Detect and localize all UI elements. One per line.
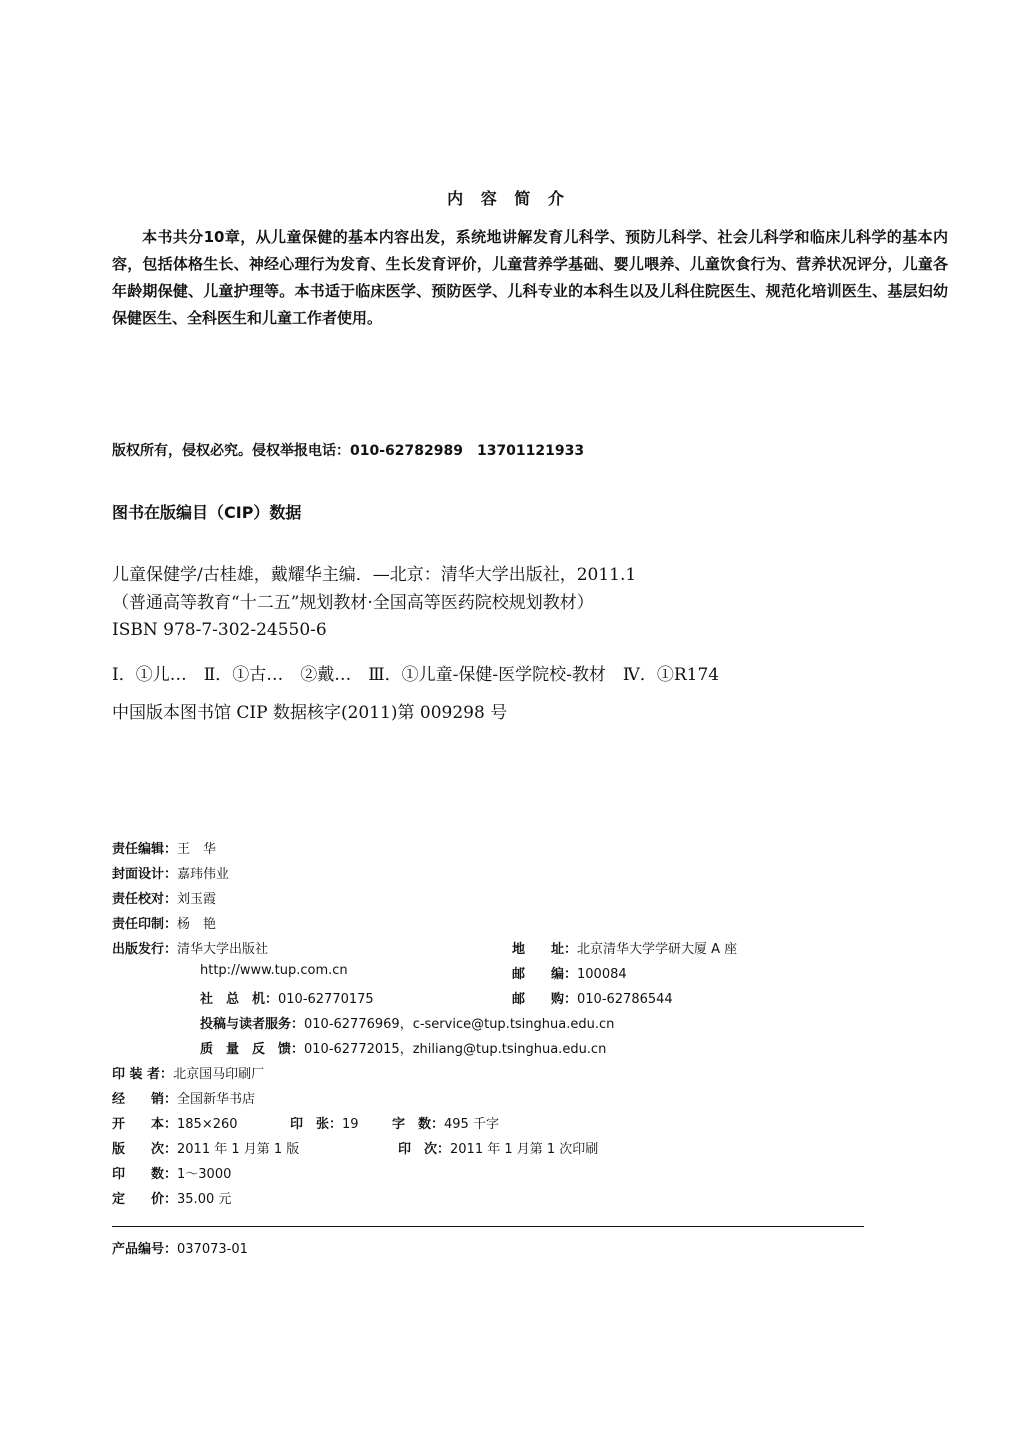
proof-value: 刘玉霞 — [177, 892, 217, 907]
credit-distributor — [112, 1088, 255, 1107]
address-label: 地 址： — [512, 942, 578, 957]
cip-isbn: ISBN 978-7-302-24550-6 — [112, 620, 327, 640]
impression-label: 印 次： — [398, 1142, 451, 1157]
publisher-value: 清华大学出版社 — [177, 942, 269, 957]
format-label: 开 本： — [112, 1117, 178, 1132]
credit-impression — [398, 1138, 598, 1157]
service-label: 投稿与读者服务： — [200, 1017, 305, 1032]
credit-price — [112, 1188, 231, 1207]
address-value: 北京清华大学学研大厦 A 座 — [577, 942, 738, 957]
publisher-label: 出版发行： — [112, 942, 178, 957]
copies-label: 印 数： — [112, 1167, 178, 1182]
distributor-label: 经 销： — [112, 1092, 178, 1107]
switchboard-label: 社 总 机： — [200, 992, 279, 1007]
cover-value: 嘉玮伟业 — [177, 867, 230, 882]
quality-label: 质 量 反 馈： — [200, 1042, 305, 1057]
product-code — [112, 1238, 248, 1257]
credit-postcode — [512, 963, 627, 982]
printer-value: 北京国马印刷厂 — [173, 1067, 265, 1082]
credit-copies — [112, 1163, 231, 1182]
credit-print — [112, 913, 216, 932]
printer-label: 印 装 者： — [112, 1067, 174, 1082]
credit-service — [200, 1013, 614, 1032]
credit-edition — [112, 1138, 299, 1157]
words-value: 495 千字 — [444, 1117, 499, 1132]
quality-value: 010-62772015，zhiliang@tup.tsinghua.edu.cn — [304, 1042, 607, 1057]
cip-line-series: （普通高等教育“十二五”规划教材·全国高等医药院校规划教材） — [112, 593, 594, 613]
credit-sheets — [290, 1113, 359, 1132]
postcode-value: 100084 — [577, 967, 627, 982]
summary-title: 内 容 简 介 — [447, 189, 570, 208]
credit-mail — [512, 988, 673, 1007]
credit-proof — [112, 888, 216, 907]
switchboard-value: 010-62770175 — [278, 992, 374, 1007]
price-value: 35.00 元 — [177, 1192, 232, 1207]
mail-label: 邮 购： — [512, 992, 578, 1007]
credit-words — [392, 1113, 499, 1132]
postcode-label: 邮 编： — [512, 967, 578, 982]
editor-value: 王 华 — [177, 842, 217, 857]
credit-publisher — [112, 938, 268, 957]
credit-address — [512, 938, 737, 957]
cip-record: 中国版本图书馆 CIP 数据核字(2011)第 009298 号 — [112, 703, 508, 723]
footer-divider — [112, 1226, 864, 1227]
edition-label: 版 次： — [112, 1142, 178, 1157]
price-label: 定 价： — [112, 1192, 178, 1207]
cip-classification: Ⅰ．①儿… Ⅱ．①古… ②戴… Ⅲ．①儿童-保健-医学院校-教材 Ⅳ．①R174 — [112, 665, 720, 685]
print-value: 杨 艳 — [177, 917, 217, 932]
editor-label: 责任编辑： — [112, 842, 178, 857]
copies-value: 1～3000 — [177, 1167, 232, 1182]
credit-cover — [112, 863, 229, 882]
product-value: 037073-01 — [177, 1242, 248, 1257]
credit-format — [112, 1113, 238, 1132]
credit-quality — [200, 1038, 606, 1057]
credit-website: http://www.tup.com.cn — [200, 963, 348, 978]
cip-heading: 图书在版编目（CIP）数据 — [112, 503, 302, 522]
format-value: 185×260 — [177, 1117, 238, 1132]
cip-line-title: 儿童保健学/古桂雄，戴耀华主编．—北京：清华大学出版社，2011.1 — [112, 565, 637, 585]
words-label: 字 数： — [392, 1117, 445, 1132]
summary-body: 本书共分10章，从儿童保健的基本内容出发，系统地讲解发育儿科学、预防儿科学、社会儿科学和临床儿科学的基本内容，包括体格生长、神经心理行为发育、生长发育评价，儿童营养学基础、婴儿喂养、儿童饮食行为、营养状况评分，儿童各年龄期保健、儿童护理等。本书适于临床医学、预防医学、儿科专业的本科生以及儿科住院医生、规范化培训医生、基层妇幼保健医生、全科医生和儿童工作者使用。 — [112, 228, 948, 327]
mail-value: 010-62786544 — [577, 992, 673, 1007]
print-label: 责任印制： — [112, 917, 178, 932]
sheets-value: 19 — [342, 1117, 359, 1132]
impression-value: 2011 年 1 月第 1 次印刷 — [450, 1142, 599, 1157]
cover-label: 封面设计： — [112, 867, 178, 882]
proof-label: 责任校对： — [112, 892, 178, 907]
credit-editor — [112, 838, 216, 857]
copyright-notice: 版权所有，侵权必究。侵权举报电话：010-62782989 13701121933 — [112, 443, 585, 459]
edition-value: 2011 年 1 月第 1 版 — [177, 1142, 300, 1157]
distributor-value: 全国新华书店 — [177, 1092, 256, 1107]
sheets-label: 印 张： — [290, 1117, 343, 1132]
product-label: 产品编号： — [112, 1242, 178, 1257]
credit-switchboard — [200, 988, 374, 1007]
credit-printer — [112, 1063, 264, 1082]
service-value: 010-62776969，c-service@tup.tsinghua.edu.cn — [304, 1017, 615, 1032]
